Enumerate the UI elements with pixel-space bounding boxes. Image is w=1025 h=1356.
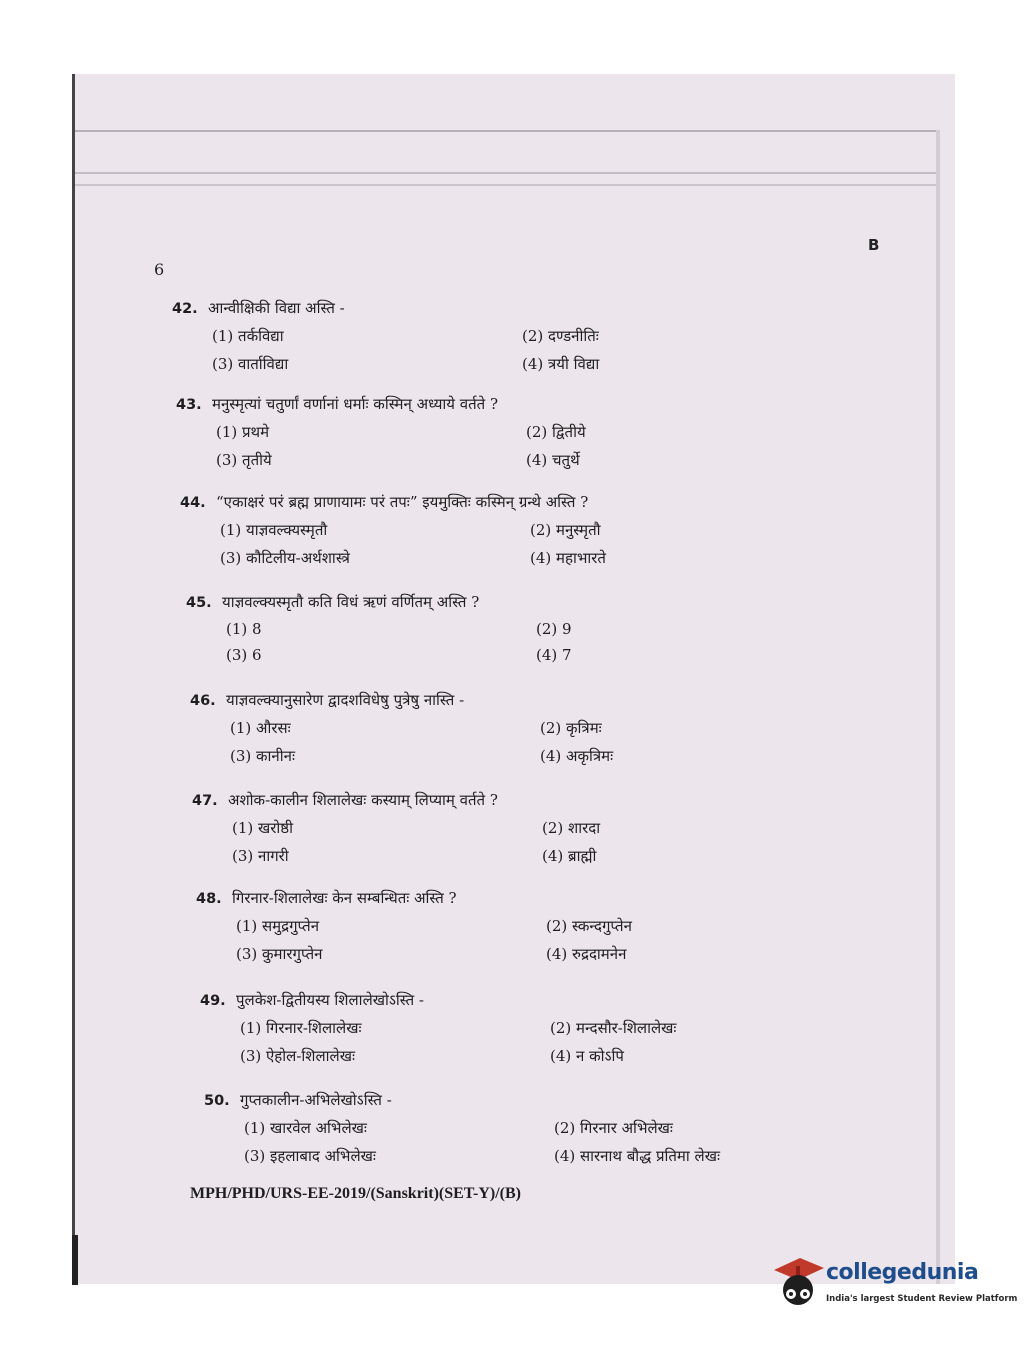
options-grid	[220, 520, 820, 568]
question-text: गिरनार-शिलालेखः केन सम्बन्धितः अस्ति ?	[232, 889, 457, 907]
brand-tagline: India's largest Student Review Platform	[826, 1294, 1018, 1304]
answer-option: (1) खारवेल अभिलेखः	[244, 1119, 367, 1137]
question-line	[204, 1090, 844, 1110]
question-line	[176, 394, 816, 414]
answer-option: (1) 8	[226, 620, 262, 638]
paper-code: MPH/PHD/URS-EE-2019/(Sanskrit)(SET-Y)/(B)	[190, 1185, 521, 1202]
answer-option: (3) कौटिलीय-अर्थशास्त्रे	[220, 549, 350, 567]
mascot-icon	[770, 1254, 826, 1314]
options-grid	[244, 1118, 844, 1166]
answer-option: (3) 6	[226, 646, 262, 664]
question-block	[180, 492, 820, 568]
answer-option: (2) शारदा	[542, 819, 601, 837]
answer-option: (1) समुद्रगुप्तेन	[236, 917, 320, 935]
question-text: आन्वीक्षिकी विद्या अस्ति -	[208, 299, 345, 317]
collegedunia-logo	[770, 1254, 1018, 1314]
answer-option: (3) तृतीये	[216, 451, 272, 469]
answer-option: (4) रुद्रदामनेन	[546, 945, 627, 963]
answer-option: (3) कानीनः	[230, 747, 295, 765]
answer-option: (4) अकृत्रिमः	[540, 747, 614, 765]
question-line	[180, 492, 820, 512]
question-line	[186, 592, 826, 612]
answer-option: (1) औरसः	[230, 719, 291, 737]
question-text: याज्ञवल्क्यस्मृतौ कति विधं ऋणं वर्णितम् अस्ति ?	[222, 593, 480, 611]
options-grid	[240, 1018, 840, 1066]
brand-name: collegedunia	[826, 1260, 979, 1285]
answer-option: (1) याज्ञवल्क्यस्मृतौ	[220, 521, 328, 539]
question-text: पुलकेश-द्वितीयस्य शिलालेखोऽस्ति -	[236, 991, 425, 1009]
question-number: 48.	[196, 891, 222, 907]
question-block	[192, 790, 832, 866]
answer-option: (2) गिरनार अभिलेखः	[554, 1119, 673, 1137]
answer-option: (2) कृत्रिमः	[540, 719, 602, 737]
question-block	[176, 394, 816, 470]
set-letter: B	[868, 236, 880, 254]
question-text: याज्ञवल्क्यानुसारेण द्वादशविधेषु पुत्रेषु नास्ति -	[226, 691, 465, 709]
answer-option: (3) ऐहोल-शिलालेखः	[240, 1047, 356, 1065]
paper-fold-line	[75, 130, 937, 132]
options-grid	[212, 326, 812, 374]
paper-fold-line	[75, 172, 937, 174]
question-line	[196, 888, 836, 908]
answer-option: (3) वार्ताविद्या	[212, 355, 289, 373]
question-text: गुप्तकालीन-अभिलेखोऽस्ति -	[240, 1091, 392, 1109]
scan-edge-mark	[72, 1235, 78, 1285]
question-block	[172, 298, 812, 374]
question-block	[204, 1090, 844, 1166]
question-text: मनुस्मृत्यां चतुर्णां वर्णानां धर्माः कस्मिन् अध्याये वर्तते ?	[212, 395, 499, 413]
page-number: 6	[154, 260, 165, 279]
question-number: 50.	[204, 1093, 230, 1109]
answer-option: (3) नागरी	[232, 847, 289, 865]
answer-option: (1) तर्कविद्या	[212, 327, 284, 345]
answer-option: (4) ब्राह्मी	[542, 847, 597, 865]
question-line	[190, 690, 830, 710]
answer-option: (4) त्रयी विद्या	[522, 355, 600, 373]
question-number: 47.	[192, 793, 218, 809]
question-number: 44.	[180, 495, 206, 511]
question-block	[196, 888, 836, 964]
options-grid	[232, 818, 832, 866]
answer-option: (2) स्कन्दगुप्तेन	[546, 917, 632, 935]
question-text: अशोक-कालीन शिलालेखः कस्याम् लिप्याम् वर्तते ?	[228, 791, 498, 809]
answer-option: (2) मनुस्मृतौ	[530, 521, 601, 539]
question-block	[186, 592, 826, 664]
answer-option: (1) प्रथमे	[216, 423, 270, 441]
answer-option: (2) मन्दसौर-शिलालेखः	[550, 1019, 677, 1037]
answer-option: (4) महाभारते	[530, 549, 606, 567]
answer-option: (1) खरोष्ठी	[232, 819, 294, 837]
question-line	[200, 990, 840, 1010]
question-number: 49.	[200, 993, 226, 1009]
question-block	[200, 990, 840, 1066]
question-line	[192, 790, 832, 810]
answer-option: (4) सारनाथ बौद्ध प्रतिमा लेखः	[554, 1147, 721, 1165]
question-number: 43.	[176, 397, 202, 413]
answer-option: (1) गिरनार-शिलालेखः	[240, 1019, 362, 1037]
paper-edge	[936, 130, 940, 1284]
answer-option: (3) इहलाबाद अभिलेखः	[244, 1147, 376, 1165]
answer-option: (2) 9	[536, 620, 572, 638]
answer-option: (4) न कोऽपि	[550, 1047, 624, 1065]
answer-option: (3) कुमारगुप्तेन	[236, 945, 323, 963]
answer-option: (2) द्वितीये	[526, 423, 586, 441]
question-number: 46.	[190, 693, 216, 709]
options-grid	[236, 916, 836, 964]
question-number: 45.	[186, 595, 212, 611]
question-text: “एकाक्षरं परं ब्रह्म प्राणायामः परं तपः” इयमुक्तिः कस्मिन् ग्रन्थे अस्ति ?	[216, 493, 589, 511]
question-block	[190, 690, 830, 766]
question-line	[172, 298, 812, 318]
paper-fold-line	[75, 184, 937, 186]
options-grid	[226, 620, 826, 664]
answer-option: (2) दण्डनीतिः	[522, 327, 599, 345]
options-grid	[230, 718, 830, 766]
options-grid	[216, 422, 816, 470]
answer-option: (4) 7	[536, 646, 572, 664]
answer-option: (4) चतुर्थे	[526, 451, 580, 469]
question-number: 42.	[172, 301, 198, 317]
